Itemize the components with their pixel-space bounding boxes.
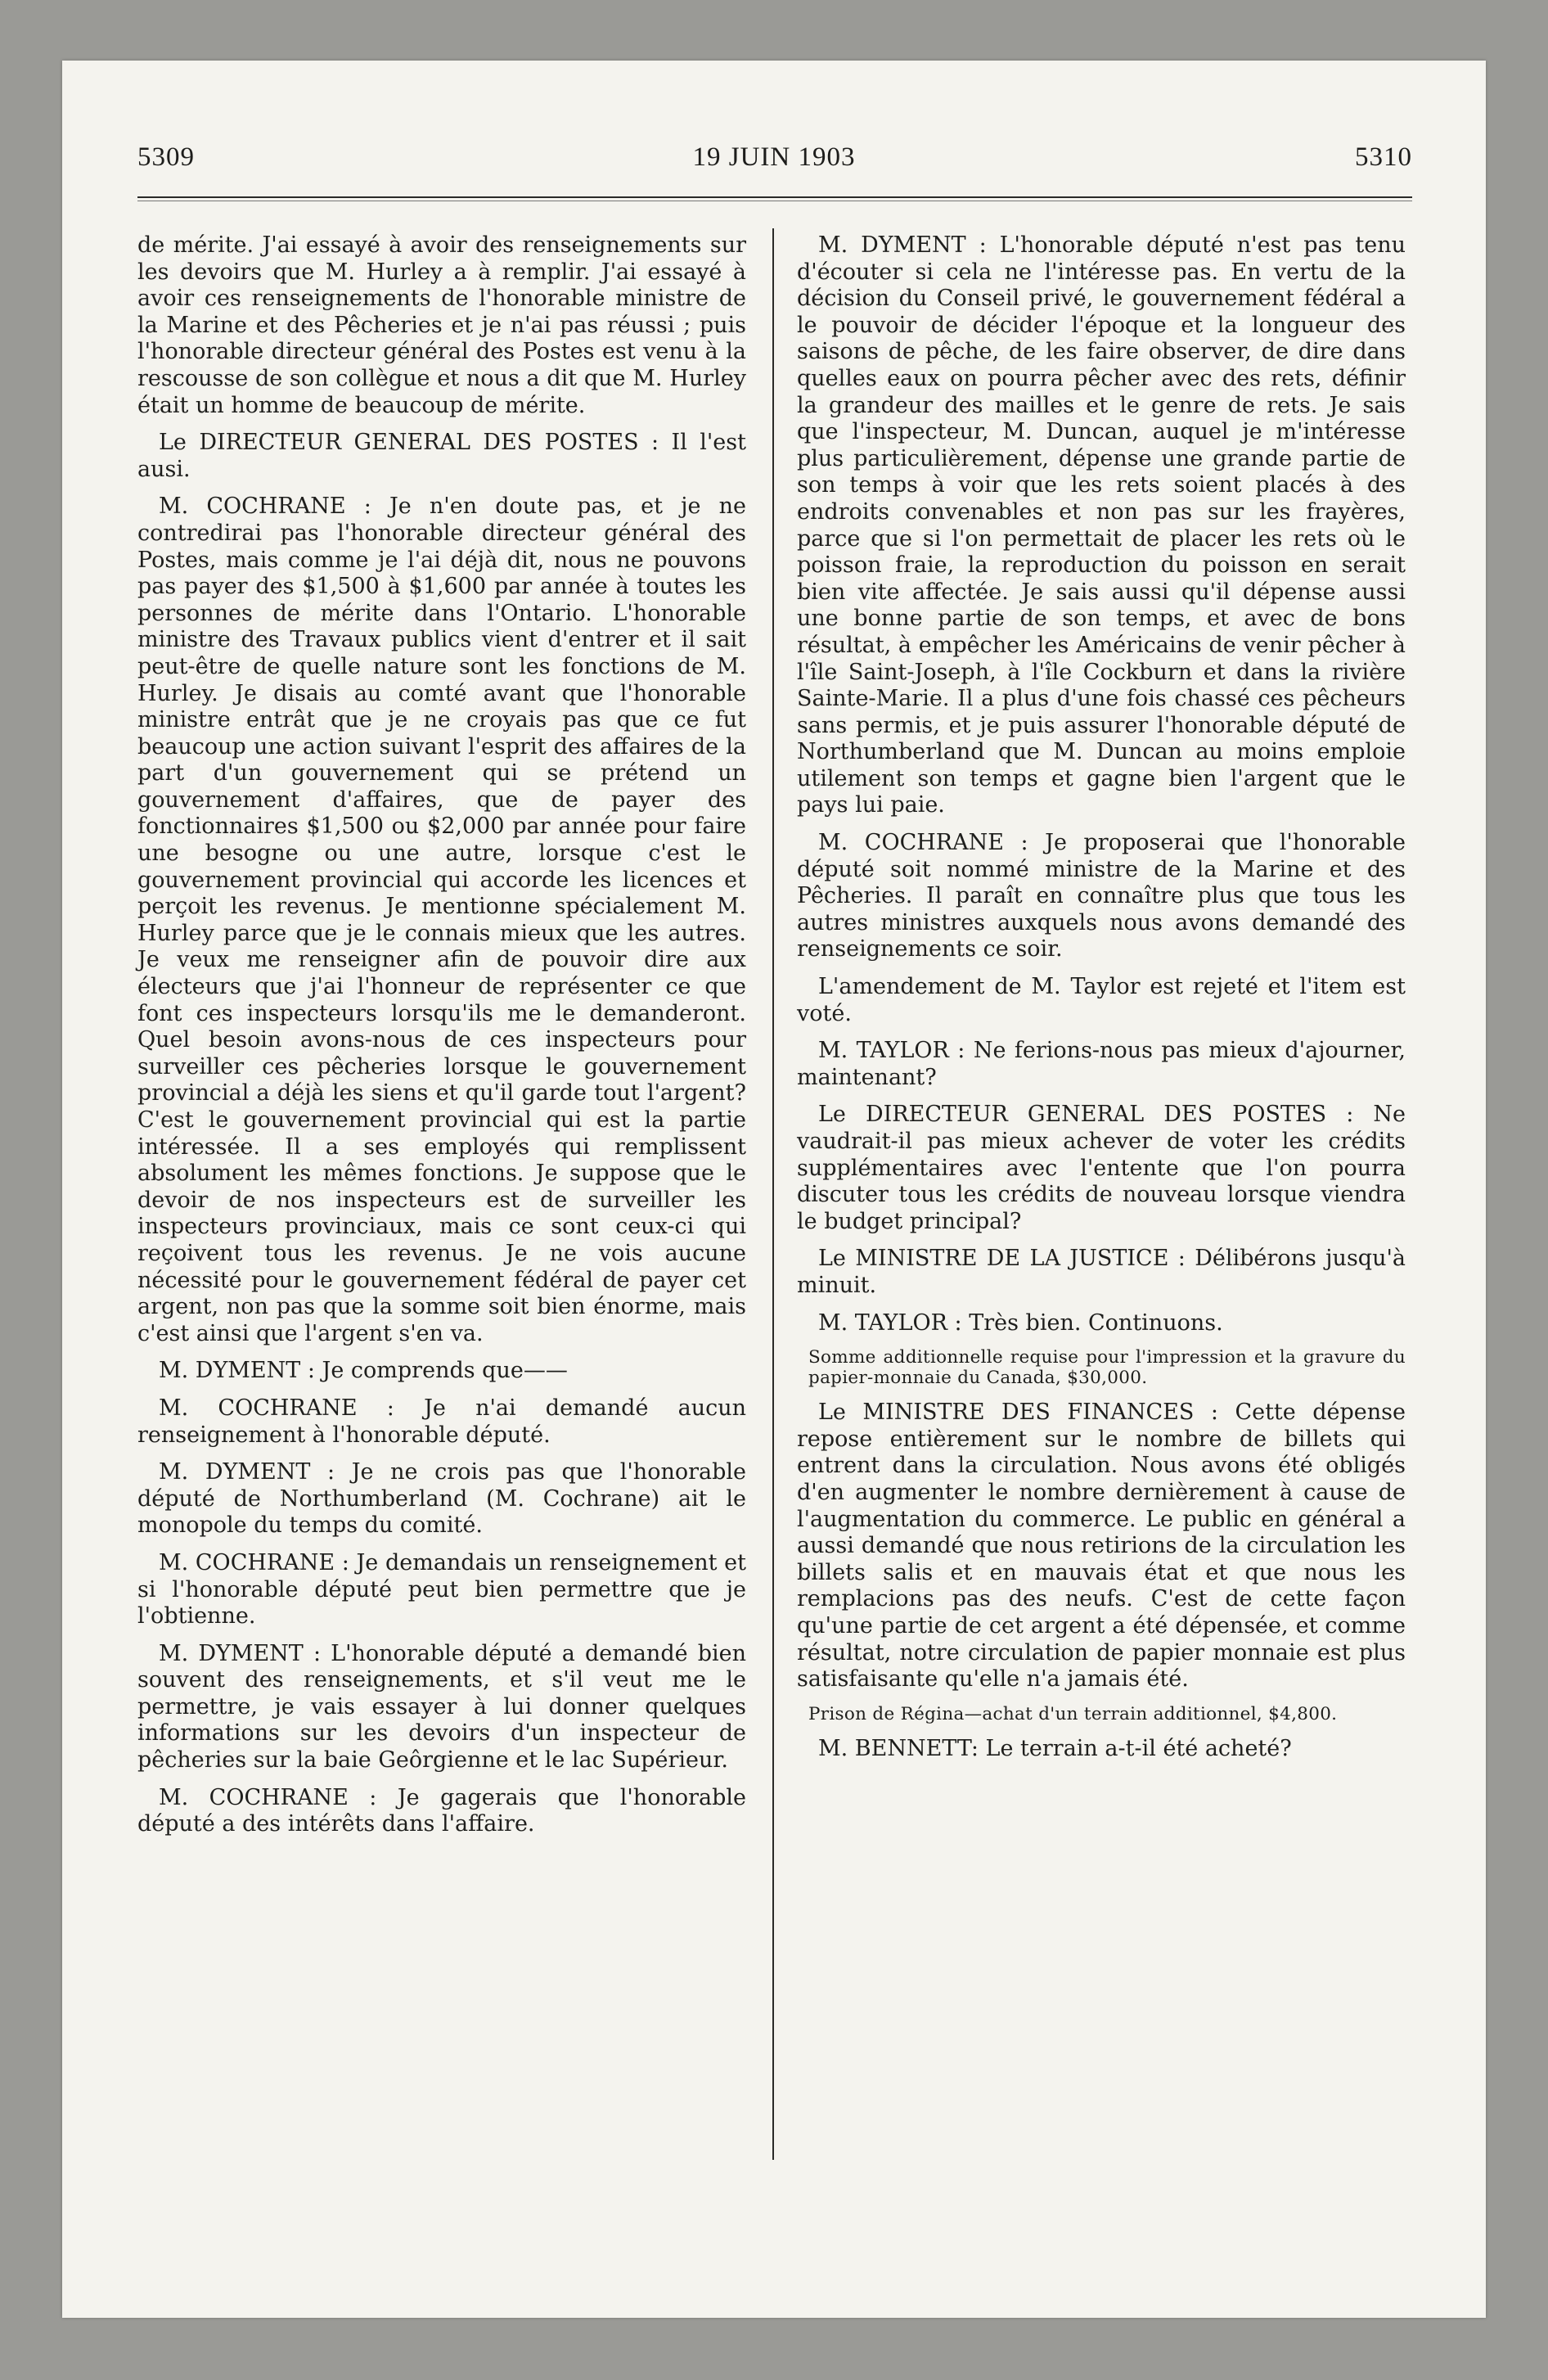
paragraph: M. COCHRANE : Je gagerais que l'honorable député a des intérêts dans l'affaire. — [137, 1784, 746, 1837]
appropriation-item: Prison de Régina—achat d'un terrain additionnel, $4,800. — [808, 1703, 1338, 1724]
page-number-right: 5310 — [1355, 142, 1412, 172]
column-divider — [772, 228, 774, 2160]
paragraph: L'amendement de M. Taylor est rejeté et l'item est voté. — [797, 974, 1406, 1026]
right-column — [797, 232, 1406, 1773]
paragraph: M. DYMENT : L'honorable député a demandé bien souvent des renseignements, et s'il veut me le permettre, je vais essayer à lui donner quelques informations sur les devoirs d'un inspecteur de pêcheries sur la baie Geôrgienne et le lac Supérieur. — [137, 1640, 746, 1774]
header-date: 19 JUIN 1903 — [692, 142, 856, 172]
header-rule — [137, 196, 1412, 198]
paragraph: M. COCHRANE : Je demandais un renseignement et si l'honorable député peut bien permettre que je l'obtienne. — [137, 1549, 746, 1629]
paragraph: de mérite. J'ai essayé à avoir des renseignements sur les devoirs que M. Hurley a à remplir. J'ai essayé à avoir ces renseignements de l'honorable ministre de la Marine et des Pêcheries et je n'ai pas réussi ; puis l'honorable directeur général des Postes est venu à la rescousse de son collègue et nous a dit que M. Hurley était un homme de beaucoup de mérite. — [137, 232, 746, 418]
paragraph: M. BENNETT: Le terrain a-t-il été acheté? — [818, 1735, 1292, 1761]
document-page — [62, 61, 1486, 2318]
paragraph: M. COCHRANE : Je n'en doute pas, et je ne contredirai pas l'honorable directeur général des Postes, mais comme je l'ai déjà dit, nous ne pouvons pas payer des $1,500 à $1,600 par année à toutes les personnes de mérite dans l'Ontario. L'honorable ministre des Travaux publics vient d'entrer et il sait peut-être de quelle nature sont les fonctions de M. Hurley. Je disais au comté avant que l'honorable ministre entrât que je ne croyais pas que ce fut beaucoup une action suivant l'esprit des affaires de la part d'un gouvernement qui se prétend un gouvernement d'affaires, que de payer des fonctionnaires $1,500 ou $2,000 par année pour faire une besogne ou une autre, lorsque c'est le gouvernement provincial qui accorde les licences et perçoit les revenus. Je mentionne spécialement M. Hurley parce que je le connais mieux que les autres. Je veux me renseigner afin de pouvoir dire aux électeurs que j'ai l'honneur de représenter ce que font ces inspecteurs lorsqu'ils me le demanderont. Quel besoin avons-nous de ces inspecteurs pour surveiller ces pêcheries lorsque le gouvernement provincial a déjà les siens et qu'il garde tout l'argent? C'est le gouvernement provincial qui est la partie intéressée. Il a ses employés qui remplissent absolument les mêmes fonctions. Je suppose que le devoir de nos inspecteurs est de surveiller les inspecteurs provinciaux, mais ce sont ceux-ci qui reçoivent tous les revenus. Je ne vois aucune nécessité pour le gouvernement fédéral de payer cet argent, non pas que la somme soit bien énorme, mais c'est ainsi que l'argent s'en va. — [137, 494, 746, 1346]
paragraph: Le MINISTRE DES FINANCES : Cette dépense repose entièrement sur le nombre de billets qui entrent dans la circulation. Nous avons été obligés d'en augmenter le nombre dernièrement à cause de l'augmentation du commerce. Le public en général a aussi demandé que nous retirions de la circulation les billets salis et en mauvais état et que nous les remplacions pas des neufs. C'est de cette façon qu'une partie de cet argent a été dépensée, et comme résultat, notre circulation de papier monnaie est plus satisfaisante qu'elle n'a jamais été. — [797, 1400, 1406, 1693]
left-column — [137, 232, 746, 1849]
paragraph: M. DYMENT : L'honorable député n'est pas tenu d'écouter si cela ne l'intéresse pas. En vertu de la décision du Conseil privé, le gouvernement fédéral a le pouvoir de décider l'époque et la longueur des saisons de pêche, de les faire observer, de dire dans quelles eaux on pourra pêcher avec des rets, définir la grandeur des mailles et le genre de rets. Je sais que l'inspecteur, M. Duncan, auquel je m'intéresse plus particulièrement, dépense une grande partie de son temps à voir que les rets soient placés à des endroits convenables et non pas sur les frayères, parce que si l'on permettait de placer les rets où le poisson fraie, la reproduction du poisson en serait bien vite affectée. Je sais aussi qu'il dépense aussi une bonne partie de son temps, et avec de bons résultat, à empêcher les Américains de venir pêcher à l'île Saint-Joseph, à l'île Cockburn et dans la rivière Sainte-Marie. Il a plus d'une fois chassé ces pêcheurs sans permis, et je puis assurer l'honorable député de Northumberland que M. Duncan au moins emploie utilement son temps et gagne bien l'argent que le pays lui paie. — [797, 232, 1406, 818]
paragraph: Le MINISTRE DE LA JUSTICE : Délibérons jusqu'à minuit. — [797, 1246, 1406, 1298]
appropriation-item: Somme additionnelle requise pour l'impression et la gravure du papier-monnaie du Canada, $30,000. — [808, 1347, 1406, 1389]
paragraph: M. TAYLOR : Ne ferions-nous pas mieux d'ajourner, maintenant? — [797, 1038, 1406, 1090]
paragraph: M. COCHRANE : Je n'ai demandé aucun renseignement à l'honorable député. — [137, 1395, 746, 1448]
paragraph: Le DIRECTEUR GENERAL DES POSTES : Il l'est ausi. — [137, 430, 746, 482]
paragraph: M. COCHRANE : Je proposerai que l'honorable député soit nommé ministre de la Marine et des Pêcheries. Il paraît en connaître plus que tous les autres ministres auxquels nous avons demandé des renseignements ce soir. — [797, 830, 1406, 962]
page-number-left: 5309 — [137, 142, 195, 172]
paragraph: M. TAYLOR : Très bien. Continuons. — [818, 1309, 1223, 1336]
paragraph: M. DYMENT : Je comprends que—— — [159, 1358, 568, 1384]
paragraph: Le DIRECTEUR GENERAL DES POSTES : Ne vaudrait-il pas mieux achever de voter les crédits supplémentaires avec l'entente que l'on pourra discuter tous les crédits de nouveau lorsque viendra le budget principal? — [797, 1102, 1406, 1234]
paragraph: M. DYMENT : Je ne crois pas que l'honorable député de Northumberland (M. Cochrane) ait le monopole du temps du comité. — [137, 1459, 746, 1539]
